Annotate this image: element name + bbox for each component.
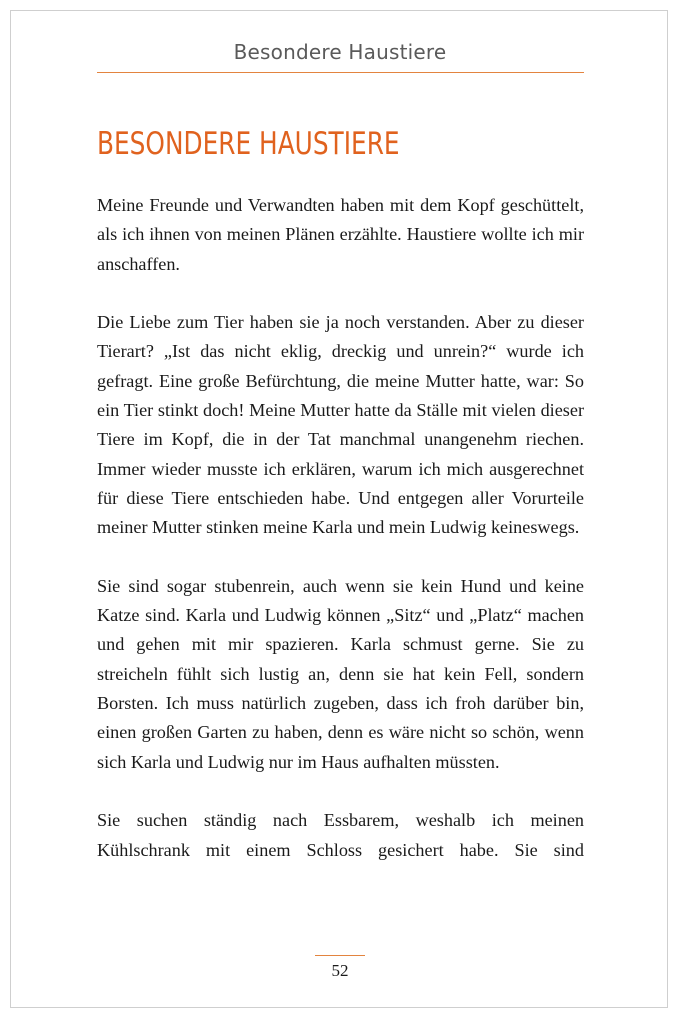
page-number-rule bbox=[315, 955, 365, 956]
paragraph: Sie sind sogar stubenrein, auch wenn sie kein Hund und keine Katze sind. Karla und Ludwig können „Sitz“ und „Platz“ machen und gehen mit mir spazieren. Karla schmust gerne. Sie zu streicheln fühlt sich lustig an, denn sie hat kein Fell, sondern Borsten. Ich muss natürlich zugeben, dass ich froh darüber bin, einen großen Garten zu haben, denn es wäre nicht so schön, wenn sich Karla und Ludwig nur im Haus aufhalten müssten. bbox=[97, 575, 584, 772]
paragraph: Meine Freunde und Verwandten haben mit dem Kopf geschüttelt, als ich ihnen von meinen Plänen erzählte. Haustiere wollte ich mir anschaffen. bbox=[97, 195, 584, 274]
chapter-title: BESONDERE HAUSTIERE bbox=[97, 126, 400, 162]
paragraph: Die Liebe zum Tier haben sie ja noch verstanden. Aber zu dieser Tierart? „Ist das nicht eklig, dreckig und unrein?“ wurde ich gefragt. Eine große Befürchtung, die meine Mutter hatte, war: So ein Tier stinkt doch! Meine Mutter hatte da Ställe mit vielen dieser Tiere im Kopf, die in der Tat manchmal unangenehm riechen. Immer wieder musste ich erklären, warum ich mich ausgerechnet für diese Tiere entschieden habe. Und entgegen aller Vorurteile meiner Mutter stinken meine Karla und mein Ludwig keineswegs. bbox=[97, 312, 584, 538]
page-number: 52 bbox=[331, 961, 349, 980]
header-rule bbox=[97, 72, 584, 73]
running-head: Besondere Haustiere bbox=[233, 40, 447, 64]
body-text bbox=[97, 191, 584, 894]
paragraph: Sie suchen ständig nach Essbarem, weshalb ich meinen Kühlschrank mit einem Schloss gesichert habe. Sie sind bbox=[97, 810, 584, 860]
